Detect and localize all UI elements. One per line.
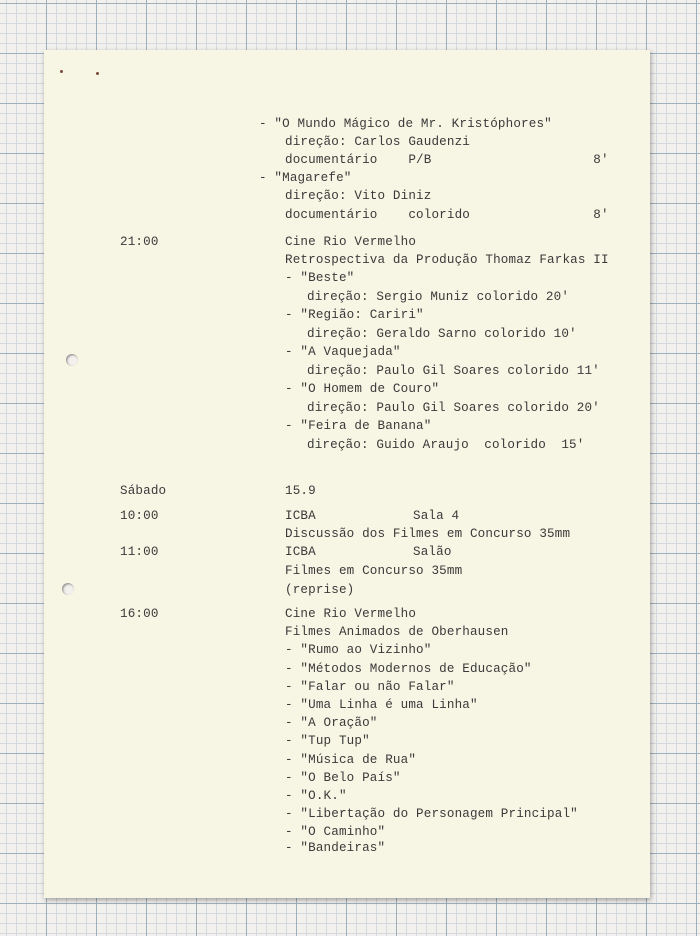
film-title: - "Falar ou não Falar" bbox=[285, 680, 455, 694]
film-title: - "Música de Rua" bbox=[285, 753, 417, 767]
event-description: Discussão dos Filmes em Concurso 35mm bbox=[285, 527, 571, 541]
punch-hole bbox=[62, 583, 74, 595]
film-director: direção: Guido Araujo colorido 15' bbox=[307, 438, 585, 452]
room: Sala 4 bbox=[413, 509, 460, 523]
film-director: direção: Paulo Gil Soares colorido 20' bbox=[307, 401, 600, 415]
film-title: - "Região: Cariri" bbox=[285, 308, 424, 322]
schedule-time: 21:00 bbox=[120, 235, 159, 249]
film-title: - "Feira de Banana" bbox=[285, 419, 432, 433]
film-director: direção: Geraldo Sarno colorido 10' bbox=[307, 327, 577, 341]
film-title: - "Beste" bbox=[285, 271, 355, 285]
room: Salão bbox=[413, 545, 452, 559]
film-director: direção: Sergio Muniz colorido 20' bbox=[307, 290, 570, 304]
film-title: - "Magarefe" bbox=[259, 171, 352, 185]
film-title: - "O Homem de Couro" bbox=[285, 382, 440, 396]
film-director: direção: Paulo Gil Soares colorido 11' bbox=[307, 364, 600, 378]
day-label: Sábado bbox=[120, 484, 167, 498]
paper-speck bbox=[60, 70, 63, 73]
paper-speck bbox=[96, 72, 99, 75]
schedule-time: 16:00 bbox=[120, 607, 159, 621]
typed-sheet bbox=[44, 50, 650, 898]
film-title: - "Bandeiras" bbox=[285, 841, 386, 855]
film-title: - "O Caminho" bbox=[285, 825, 386, 839]
schedule-time: 10:00 bbox=[120, 509, 159, 523]
film-title: - "A Vaquejada" bbox=[285, 345, 401, 359]
venue: Cine Rio Vermelho bbox=[285, 607, 417, 621]
punch-hole bbox=[66, 354, 78, 366]
film-title: - "O.K." bbox=[285, 789, 347, 803]
venue: ICBA bbox=[285, 509, 316, 523]
film-director: direção: Carlos Gaudenzi bbox=[285, 135, 470, 149]
film-title: - "Rumo ao Vizinho" bbox=[285, 643, 432, 657]
film-title: - "Métodos Modernos de Educação" bbox=[285, 662, 532, 676]
venue: Cine Rio Vermelho bbox=[285, 235, 417, 249]
program-title: Filmes Animados de Oberhausen bbox=[285, 625, 509, 639]
film-title: - "O Belo País" bbox=[285, 771, 401, 785]
event-note: (reprise) bbox=[285, 583, 355, 597]
venue: ICBA bbox=[285, 545, 316, 559]
film-info: documentário P/B 8' bbox=[285, 153, 609, 167]
film-info: documentário colorido 8' bbox=[285, 208, 609, 222]
schedule-time: 11:00 bbox=[120, 545, 159, 559]
film-title: - "Libertação do Personagem Principal" bbox=[285, 807, 578, 821]
film-director: direção: Vito Diniz bbox=[285, 189, 432, 203]
film-title: - "Uma Linha é uma Linha" bbox=[285, 698, 478, 712]
program-title: Retrospectiva da Produção Thomaz Farkas II bbox=[285, 253, 609, 267]
film-title: - "Tup Tup" bbox=[285, 734, 370, 748]
film-title: - "O Mundo Mágico de Mr. Kristóphores" bbox=[259, 117, 552, 131]
film-title: - "A Oração" bbox=[285, 716, 378, 730]
event-description: Filmes em Concurso 35mm bbox=[285, 564, 463, 578]
day-date: 15.9 bbox=[285, 484, 316, 498]
